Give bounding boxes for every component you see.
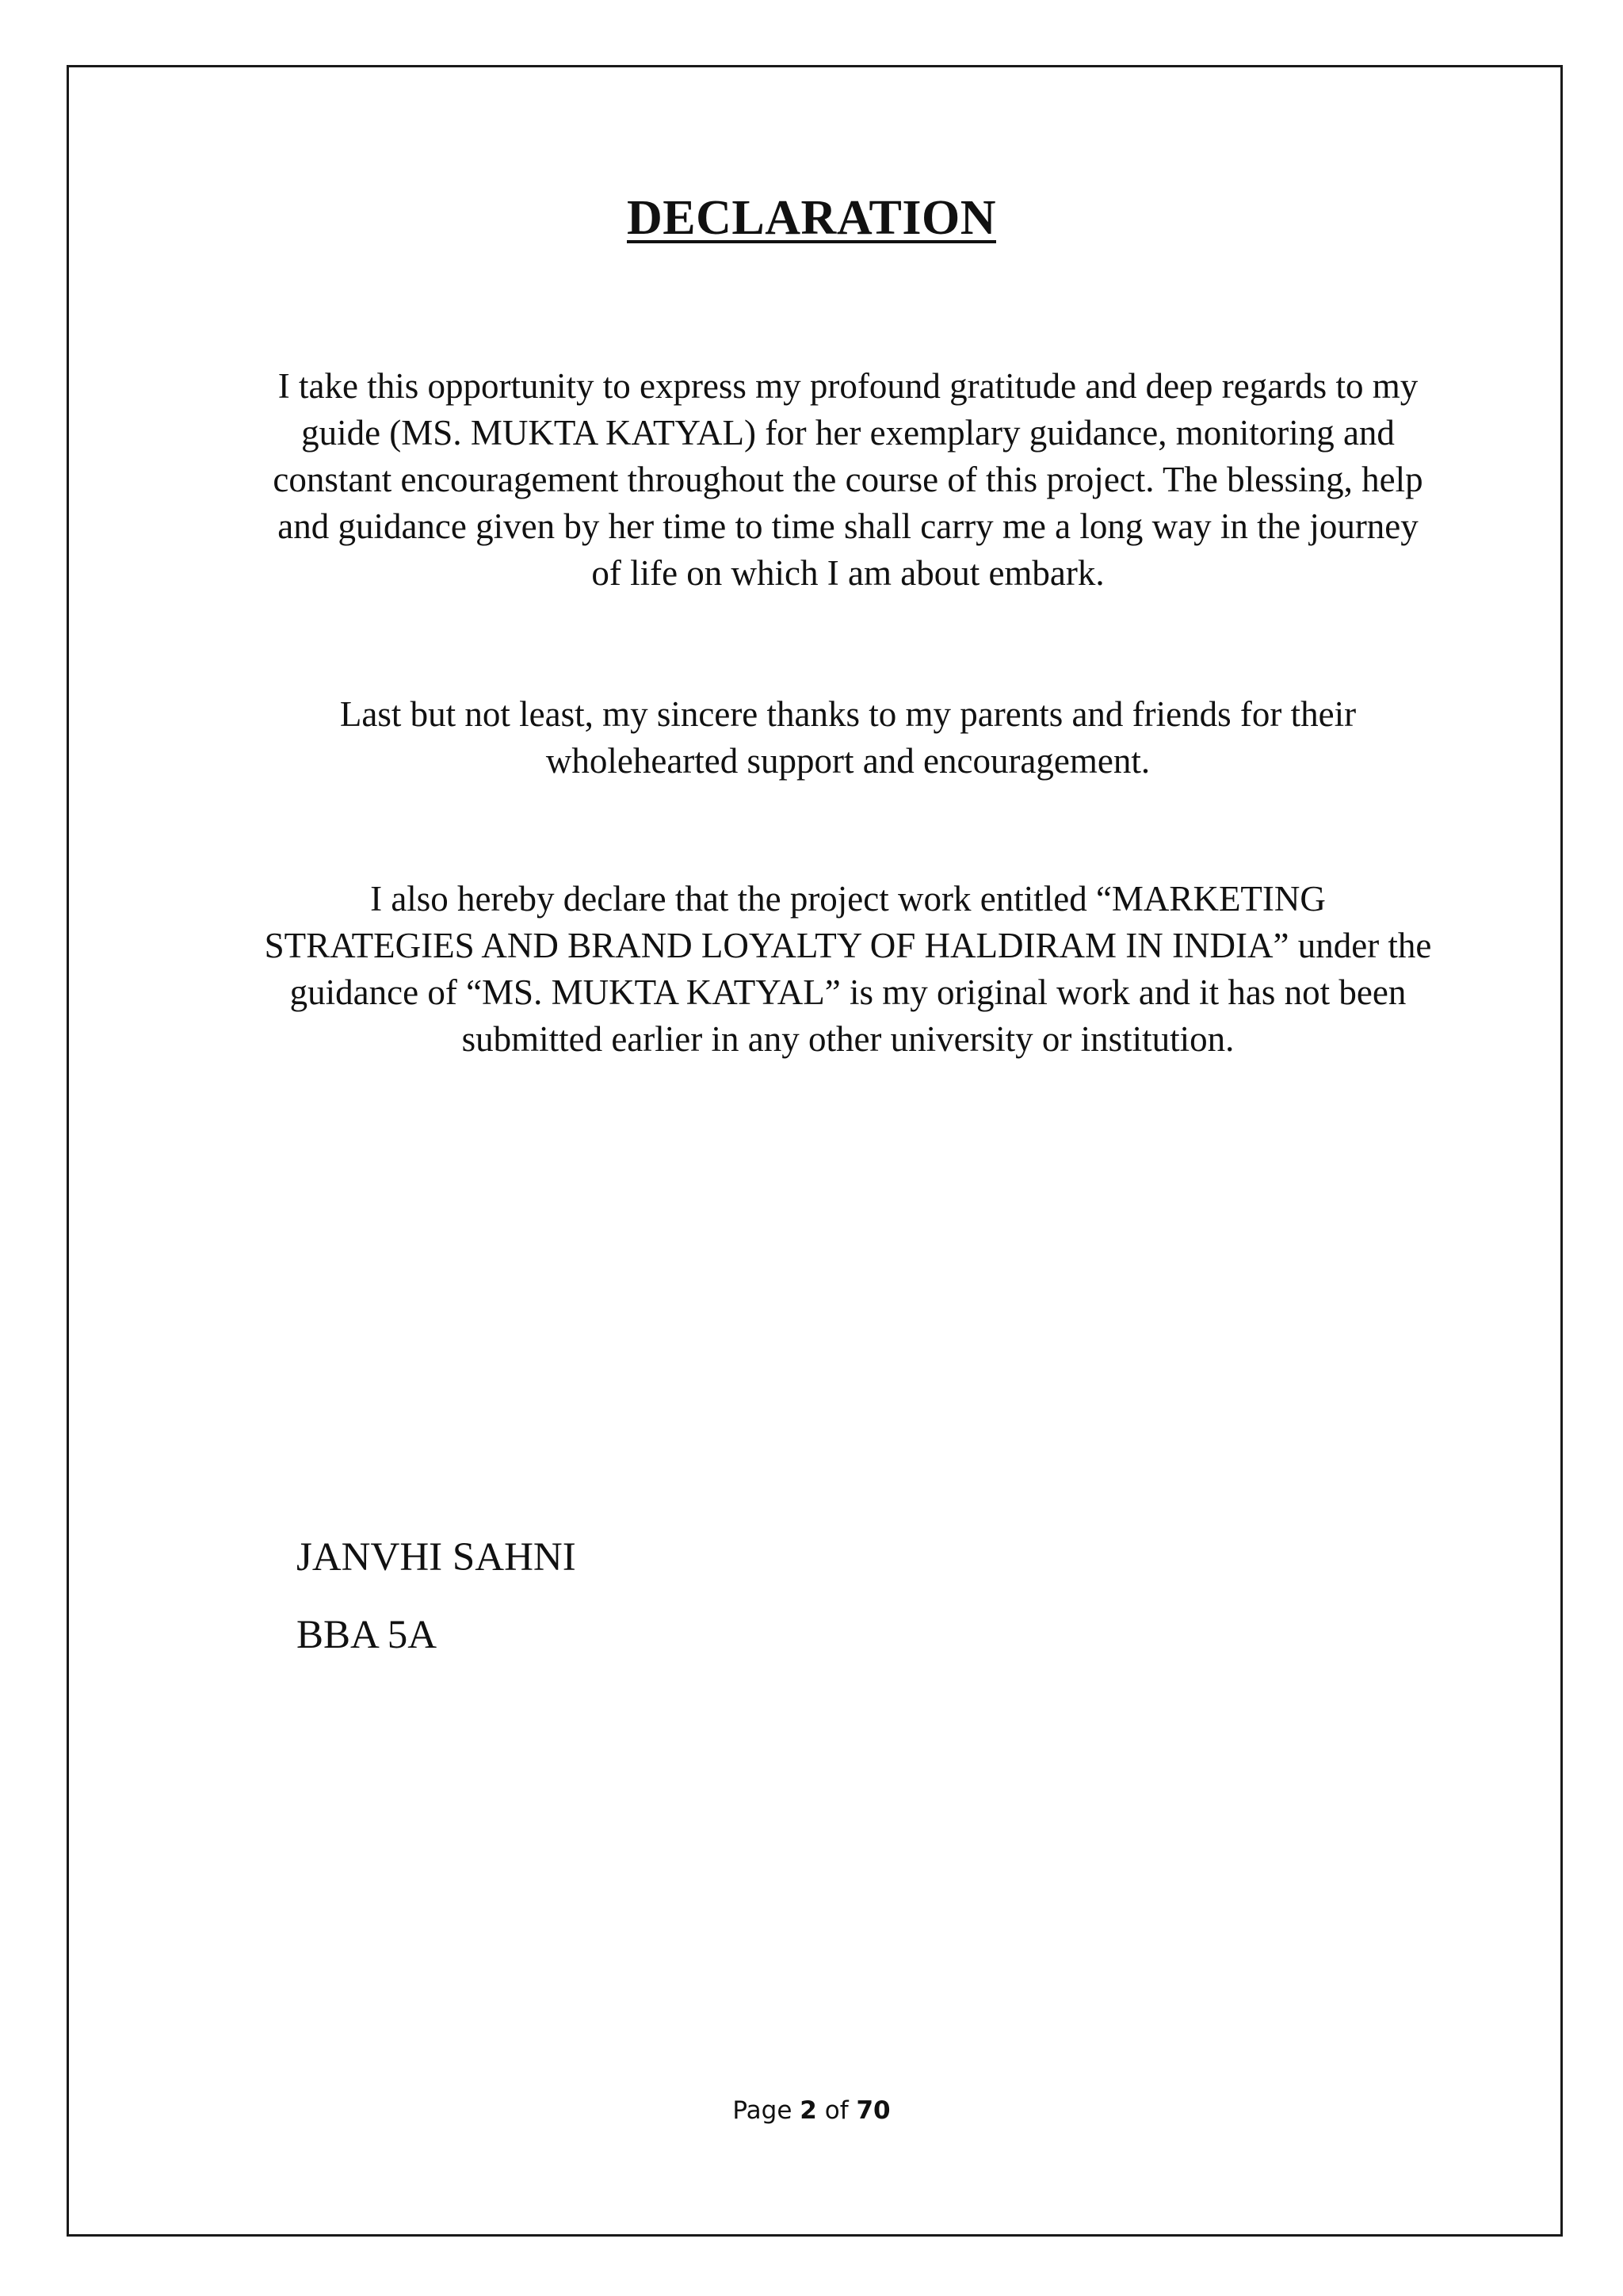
page-total: 70	[856, 2096, 891, 2125]
signature-name: JANVHI SAHNI	[296, 1535, 576, 1580]
paragraph-thanks: Last but not least, my sincere thanks to my parents and friends for their wholehearted support and encouragement.	[339, 694, 1357, 781]
page-number: 2	[800, 2096, 817, 2125]
paragraph-declaration: I also hereby declare that the project work entitled “MARKETING STRATEGIES AND BRAND LOYALTY OF HALDIRAM IN INDIA” under the guidance of “MS. MUKTA KATYAL” is my original work and it has not been submitted earlier in any other university or institution.	[264, 879, 1432, 1059]
page-label: Page	[732, 2096, 792, 2125]
page-title: DECLARATION	[627, 191, 996, 245]
page-of-label: of	[824, 2096, 849, 2125]
paragraph-gratitude: I take this opportunity to express my profound gratitude and deep regards to my guide (MS. MUKTA KATYAL) for her exemplary guidance, monitoring and constant encouragement throughout the course of this project. The blessing, help and guidance given by her time to time shall carry me a long way in the journey of life on which I am about embark.	[273, 366, 1423, 593]
signature-class: BBA 5A	[296, 1613, 437, 1657]
page-footer	[0, 2096, 1623, 2125]
